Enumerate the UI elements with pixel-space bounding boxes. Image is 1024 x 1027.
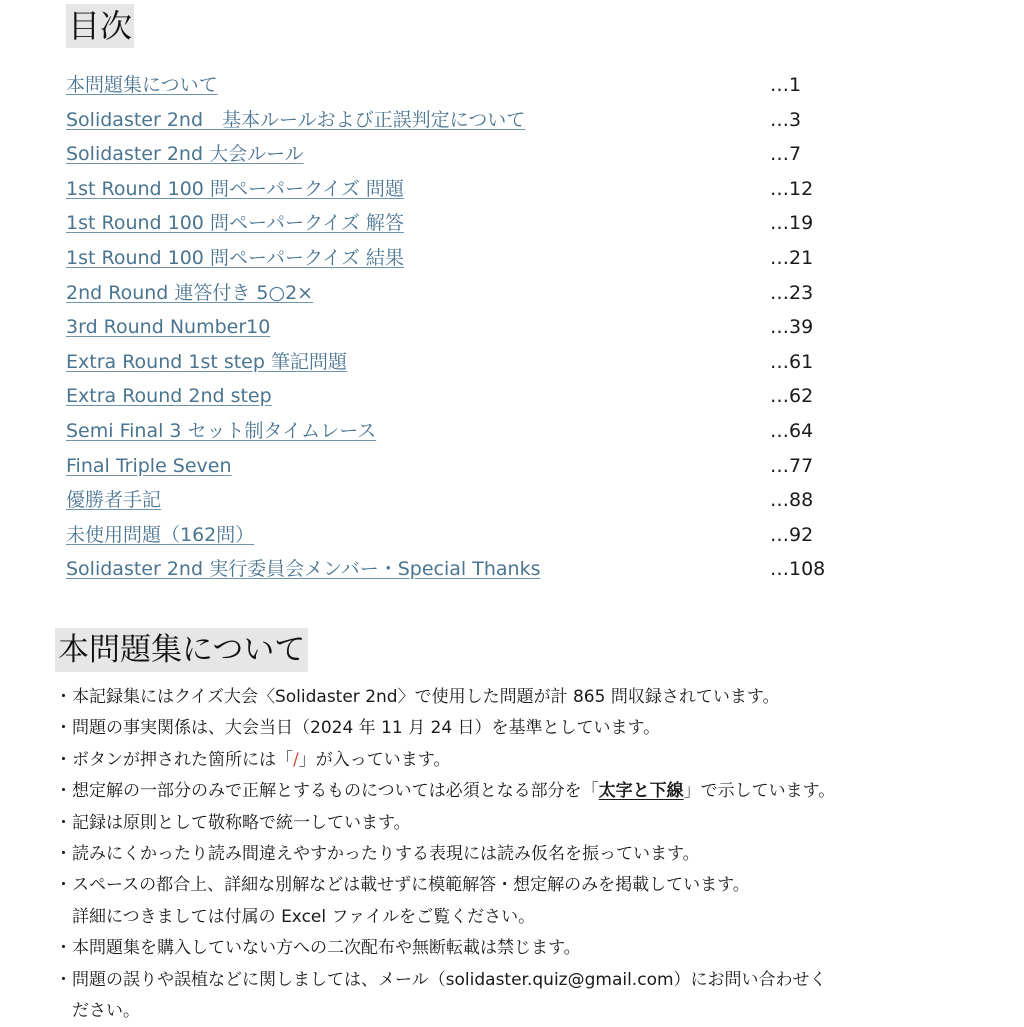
toc-page-number: …12 bbox=[770, 177, 814, 200]
note-text: 」で示しています。 bbox=[683, 781, 836, 802]
note-text: ・想定解の一部分のみで正解とするものについては必須となる部分を「 bbox=[55, 781, 599, 802]
note-line: ・問題の誤りや誤植などに関しましては、メール（solidaster.quiz@gmail.com）にお問い合わせく bbox=[55, 969, 827, 990]
section-heading: 本問題集について bbox=[55, 628, 308, 672]
toc-entry bbox=[0, 172, 1024, 207]
toc-link[interactable]: Final Triple Seven bbox=[66, 454, 232, 477]
note-line: 詳細につきましては付属の Excel ファイルをご覧ください。 bbox=[55, 906, 536, 927]
note-line: ・本問題集を購入していない方への二次配布や無断転載は禁じます。 bbox=[55, 938, 581, 959]
toc-link[interactable]: Extra Round 2nd step bbox=[66, 385, 272, 408]
toc-link[interactable]: 2nd Round 連答付き 5○2× bbox=[66, 281, 314, 304]
notes-list bbox=[55, 682, 1005, 1027]
toc-entry bbox=[0, 103, 1024, 138]
toc-entry bbox=[0, 483, 1024, 518]
toc-link[interactable]: Solidaster 2nd 大会ルール bbox=[66, 143, 304, 166]
toc-page-number: …61 bbox=[770, 350, 814, 373]
toc-link[interactable]: Solidaster 2nd 基本ルールおよび正誤判定について bbox=[66, 108, 526, 131]
note-line: ・問題の事実関係は、大会当日（2024 年 11 月 24 日）を基準としています。 bbox=[55, 718, 661, 739]
emphasis-text: 太字と下線 bbox=[598, 781, 684, 802]
toc-page-number: …21 bbox=[770, 246, 814, 269]
toc-page-number: …77 bbox=[770, 454, 814, 477]
note-line: ・読みにくかったり読み間違えやすかったりする表現には読み仮名を振っています。 bbox=[55, 843, 700, 864]
toc-link[interactable]: 未使用問題（162問） bbox=[66, 523, 255, 546]
toc-entry bbox=[0, 68, 1024, 103]
toc-heading: 目次 bbox=[66, 4, 134, 48]
toc-entry bbox=[0, 552, 1024, 587]
note-line: ださい。 bbox=[55, 1000, 140, 1021]
note-line: ・スペースの都合上、詳細な別解などは載せずに模範解答・想定解のみを掲載しています。 bbox=[55, 875, 750, 896]
toc-page-number: …108 bbox=[770, 558, 826, 581]
note-line bbox=[55, 745, 1005, 776]
toc-link[interactable]: 3rd Round Number10 bbox=[66, 316, 271, 339]
note-text: ・ボタンが押された箇所には「 bbox=[55, 749, 293, 770]
toc-page-number: …23 bbox=[770, 281, 814, 304]
slash-mark: / bbox=[293, 749, 299, 770]
note-line: ・記録は原則として敬称略で統一しています。 bbox=[55, 812, 411, 833]
toc-entry bbox=[0, 206, 1024, 241]
note-line: ・本記録集にはクイズ大会〈Solidaster 2nd〉で使用した問題が計 865 問収録されています。 bbox=[55, 687, 780, 707]
toc-entry bbox=[0, 518, 1024, 553]
toc-link[interactable]: 1st Round 100 問ペーパークイズ 結果 bbox=[66, 246, 404, 269]
toc-link[interactable]: 優勝者手記 bbox=[66, 489, 162, 512]
toc-page-number: …19 bbox=[770, 212, 814, 235]
toc-link[interactable]: Extra Round 1st step 筆記問題 bbox=[66, 350, 347, 373]
table-of-contents bbox=[0, 68, 1024, 587]
toc-entry bbox=[0, 345, 1024, 380]
toc-link[interactable]: Semi Final 3 セット制タイムレース bbox=[66, 419, 377, 442]
toc-entry bbox=[0, 414, 1024, 449]
toc-link[interactable]: 1st Round 100 問ペーパークイズ 解答 bbox=[66, 212, 404, 235]
toc-page-number: …88 bbox=[770, 489, 814, 512]
toc-entry bbox=[0, 241, 1024, 276]
toc-link[interactable]: 1st Round 100 問ペーパークイズ 問題 bbox=[66, 177, 404, 200]
toc-page-number: …7 bbox=[770, 143, 802, 166]
toc-page-number: …39 bbox=[770, 316, 814, 339]
toc-link[interactable]: 本問題集について bbox=[66, 74, 218, 96]
toc-entry bbox=[0, 276, 1024, 311]
toc-page-number: …64 bbox=[770, 419, 814, 442]
toc-entry bbox=[0, 449, 1024, 484]
note-text: 」が入っています。 bbox=[298, 749, 451, 770]
toc-page-number: …1 bbox=[770, 74, 802, 96]
note-line bbox=[55, 776, 1005, 807]
toc-entry bbox=[0, 379, 1024, 414]
toc-entry bbox=[0, 310, 1024, 345]
toc-page-number: …92 bbox=[770, 523, 814, 546]
toc-entry bbox=[0, 137, 1024, 172]
toc-link[interactable]: Solidaster 2nd 実行委員会メンバー・Special Thanks bbox=[66, 558, 541, 581]
toc-page-number: …3 bbox=[770, 108, 802, 131]
toc-page-number: …62 bbox=[770, 385, 814, 408]
